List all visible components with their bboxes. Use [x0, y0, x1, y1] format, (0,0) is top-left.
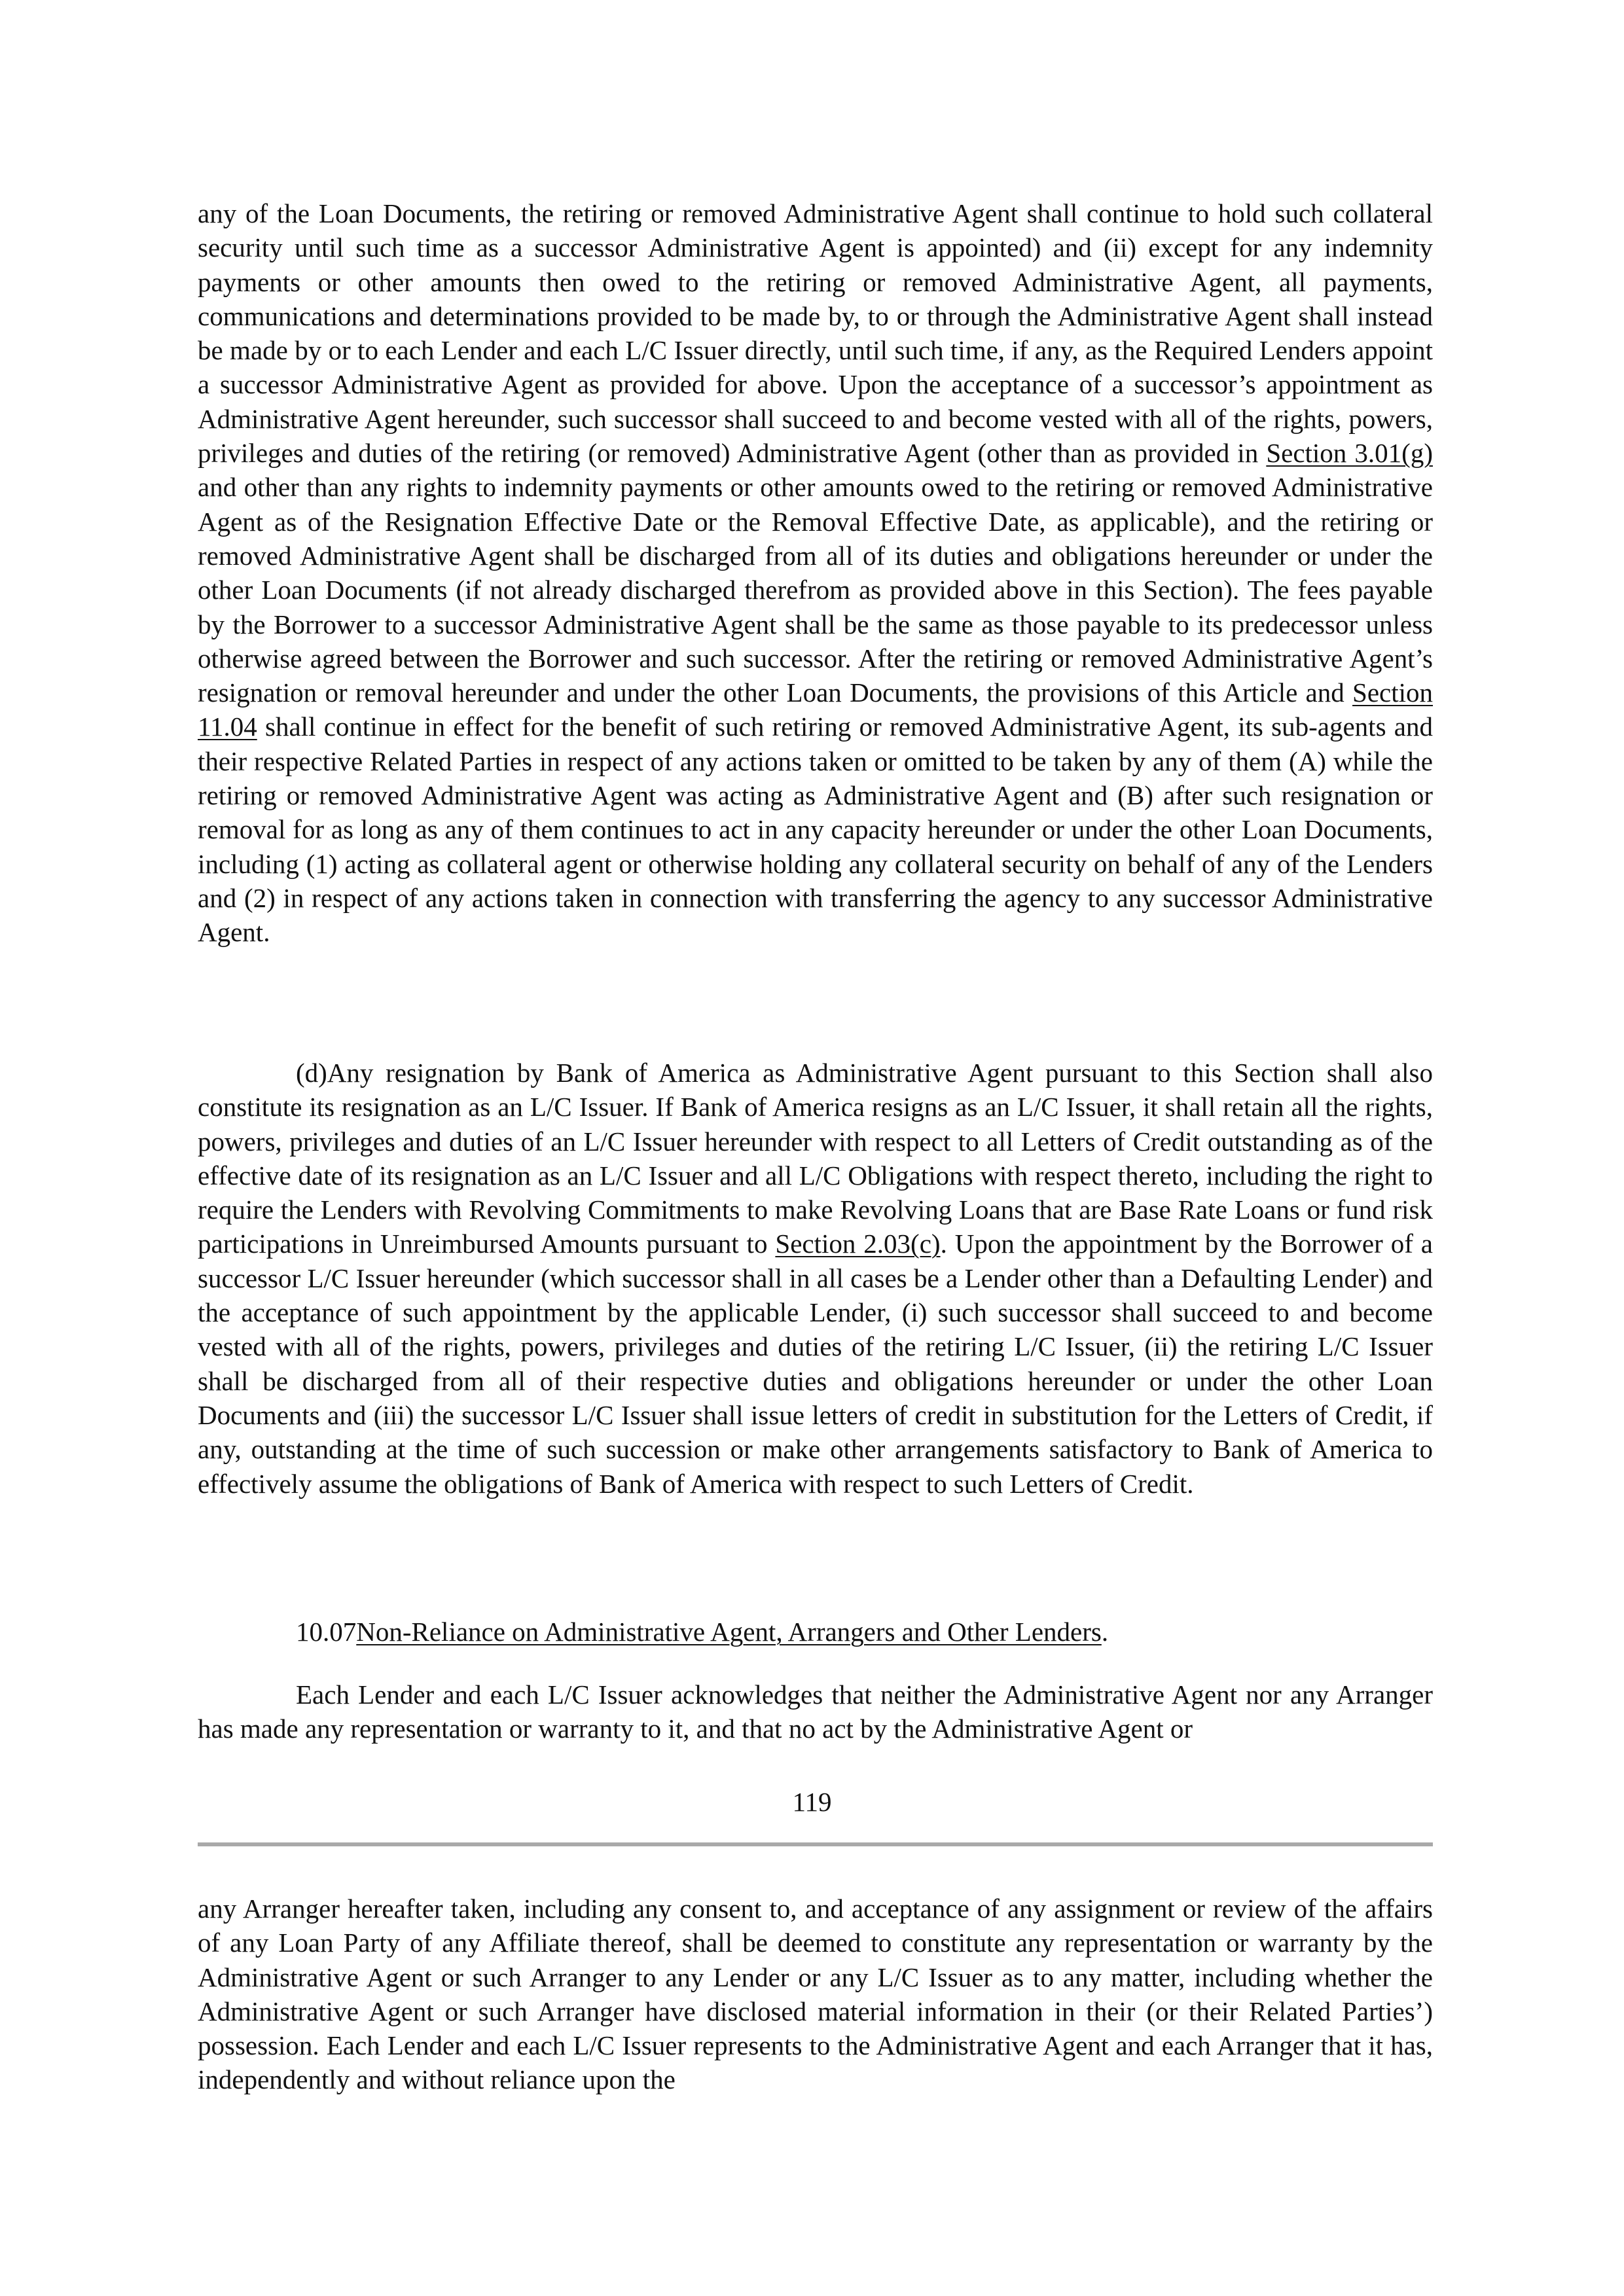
para-d-text-2: . Upon the appointment by the Borrower of a successor L/C Issuer hereunder (which successor shall in all cases be a Lender other than a Defaulting Lender) and the acceptance of such appointment by the applicable Lender, (i) such successor shall succeed to and become vested with all of the rights, powers, privileges and duties of the retiring L/C Issuer, (ii) the retiring L/C Issuer shall be discharged from all of their respective duties and obligations hereunder or under the other Loan Documents and (iii) the successor L/C Issuer shall issue letters of credit in substitution for the Letters of Credit, if any, outstanding at the time of such succession or make other arrangements satisfactory to Bank of America to effectively assume the obligations of Bank of America with respect to such Letters of Credit.	[198, 1229, 1433, 1499]
para-c-text-3: shall continue in effect for the benefit of such retiring or removed Administrative Agent, its sub-agents and their respective Related Parties in respect of any actions taken or omitted to be taken by any of them (A) while the retiring or removed Administrative Agent was acting as Administrative Agent and (B) after such resignation or removal for as long as any of them continues to act in any capacity hereunder or under the other Loan Documents, including (1) acting as collateral agent or otherwise holding any collateral security on behalf of any of the Lenders and (2) in respect of any actions taken in connection with transferring the agency to any successor Administrative Agent.	[198, 711, 1433, 948]
next-page-paragraph	[198, 1892, 1433, 2097]
paragraph-c-continuation	[198, 196, 1433, 950]
paragraph-10-07	[198, 1677, 1433, 1746]
para-c-text-2: and other than any rights to indemnity payments or other amounts owed to the retiring or removed Administrative Agent as of the Resignation Effective Date or the Removal Effective Date, as applicable), and the retiring or removed Administrative Agent shall be discharged from all of its duties and obligations hereunder or under the other Loan Documents (if not already discharged therefrom as provided above in this Section). The fees payable by the Borrower to a successor Administrative Agent shall be the same as those payable to its predecessor unless otherwise agreed between the Borrower and such successor. After the retiring or removed Administrative Agent’s resignation or removal hereunder and under the other Loan Documents, the provisions of this Article and	[198, 472, 1433, 708]
section-heading-10-07	[198, 1615, 1433, 1649]
section-2-03-c-link: Section 2.03(c)	[775, 1229, 941, 1259]
next-page-text: any Arranger hereafter taken, including any consent to, and acceptance of any assignment or review of the affairs of any Loan Party of any Affiliate thereof, shall be deemed to constitute any representation or warranty by the Administrative Agent or such Arranger to any Lender or any L/C Issuer as to any matter, including whether the Administrative Agent or such Arranger have disclosed material information in their (or their Related Parties’) possession. Each Lender and each L/C Issuer represents to the Administrative Agent and each Arranger that it has, independently and without reliance upon the	[198, 1893, 1433, 2095]
section-11-04-link: Section 11.04	[198, 677, 1433, 742]
section-title: Non-Reliance on Administrative Agent, Arrangers and Other Lenders	[356, 1617, 1102, 1647]
page-divider	[198, 1842, 1433, 1846]
section-title-period: .	[1101, 1617, 1109, 1647]
para-c-text-1: any of the Loan Documents, the retiring or removed Administrative Agent shall continue to hold such collateral security until such time as a successor Administrative Agent is appointed) and (ii) except for any indemnity payments or other amounts then owed to the retiring or removed Administrative Agent, all payments, communications and determinations provided to be made by, to or through the Administrative Agent shall instead be made by or to each Lender and each L/C Issuer directly, until such time, if any, as the Required Lenders appoint a successor Administrative Agent as provided for above. Upon the acceptance of a successor’s appointment as Administrative Agent hereunder, such successor shall succeed to and become vested with all of the rights, powers, privileges and duties of the retiring (or removed) Administrative Agent (other than as provided in	[198, 198, 1433, 469]
page-number: 119	[792, 1787, 832, 1817]
paragraph-d	[198, 1056, 1433, 1501]
section-3-01-g-link: Section 3.01(g)	[1266, 438, 1433, 469]
para-10-07-text: Each Lender and each L/C Issuer acknowledges that neither the Administrative Agent nor any Arranger has made any representation or warranty to it, and that no act by the Administrative Agent or	[198, 1679, 1433, 1744]
section-number: 10.07	[296, 1617, 357, 1647]
para-d-text-1: (d)Any resignation by Bank of America as Administrative Agent pursuant to this Section shall also constitute its resignation as an L/C Issuer. If Bank of America resigns as an L/C Issuer, it shall retain all the rights, powers, privileges and duties of an L/C Issuer hereunder with respect to all Letters of Credit outstanding as of the effective date of its resignation as an L/C Issuer and all L/C Obligations with respect thereto, including the right to require the Lenders with Revolving Commitments to make Revolving Loans that are Base Rate Loans or fund risk participations in Unreimbursed Amounts pursuant to	[198, 1058, 1433, 1259]
